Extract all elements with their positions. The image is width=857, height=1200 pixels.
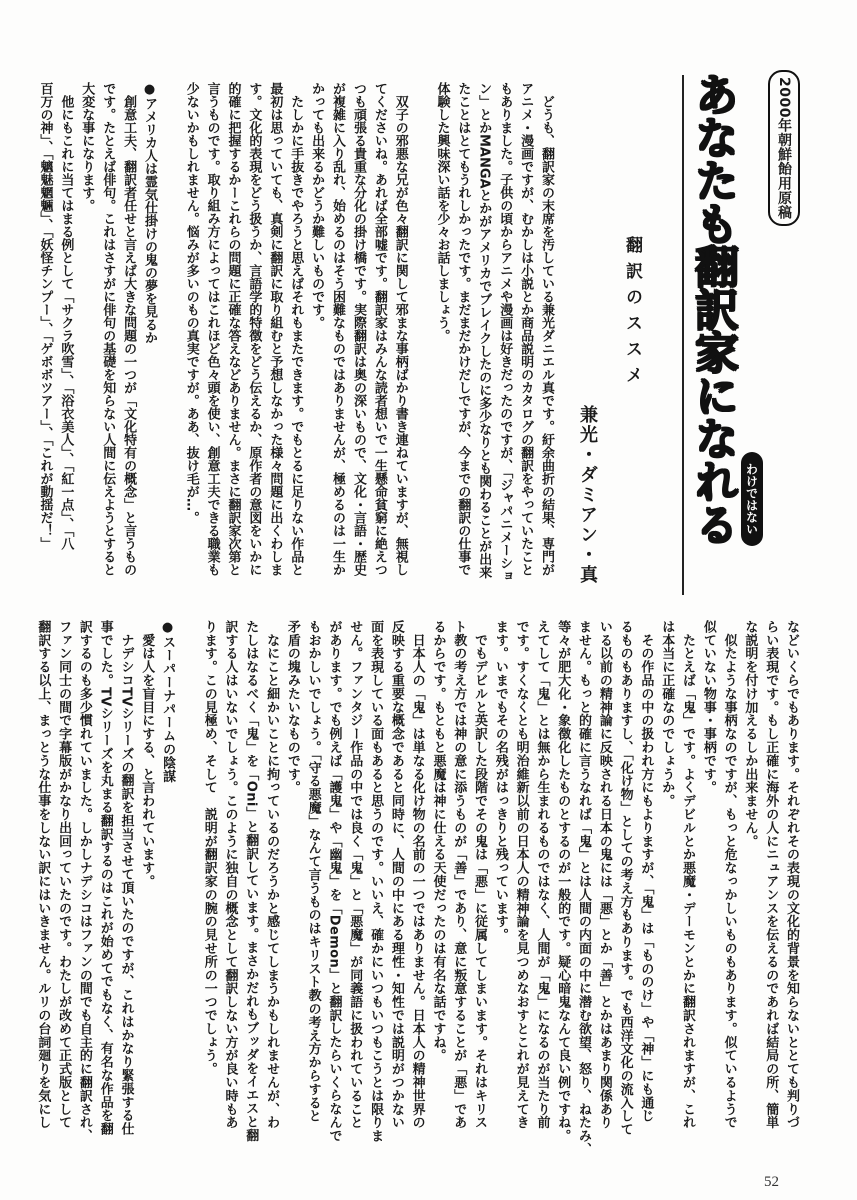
text-column: てくださいね。あれば全部嘘です。翻訳家はみんな読者想いで一生懸命貧窮に絶えつ	[371, 82, 387, 576]
text-column: いる以前の精神論に反映される日本の鬼には「悪」とか「善」とかはあまり関係あり	[596, 620, 612, 1130]
text-column: 体験した興味深い話を少々お話しましょう。	[434, 82, 450, 342]
text-column: 愛は人を盲目にする、と言われています。	[139, 620, 155, 888]
text-column: です。たとえば俳句。これはさすがに俳句の基礎を知らない人間に伝えようとすると	[100, 82, 116, 576]
text-column: などいくらでもあります。それぞれその表現の文化的背景を知らないととても判りづ	[784, 620, 799, 1130]
text-column: ます。いまでもその名残がはっきりと残っています。	[492, 620, 508, 942]
text-column: でもデビルと英訳した段階でその鬼は「悪」に従属してしまいます。それはキリス	[472, 620, 488, 1130]
text-column: 矛盾の塊みたいなものです。	[284, 620, 300, 795]
text-column: かっても出来るかどうか難しいものです。	[309, 82, 325, 329]
text-column: 翻訳する以上、まっとうな仕事をしない訳にはいきません。ルリの台詞廻りを気にし	[35, 620, 51, 1130]
text-column: 大変な事になります。	[79, 82, 95, 212]
text-column: アニメ・漫画ですが、むかしは小説とか商品説明のカタログの翻訳をやっていたこと	[518, 82, 534, 576]
text-column: 最初は思っていても、真剣に翻訳に取り組むと予想しなかった様々問題に出くわしま	[267, 82, 283, 576]
text-column: 面を表現している面もあると思うのです。いいえ、確かにいつもいつもこうとは限りま	[368, 620, 384, 1143]
text-column: もおかしいでしょう。「守る悪魔」なんて言うものはキリスト教の考え方からすると	[305, 620, 321, 1123]
text-column: もありました。子供の頃からアニメや漫画は好きだったのですが、「ジャパニメーショ	[497, 82, 513, 583]
text-column: るものもありますし、「化け物」としての考え方もあります。でも西洋文化の流入して	[617, 620, 633, 1137]
author-name: 兼光・ダミアン・真	[577, 405, 598, 585]
text-column: るからです。もともと悪魔は神に仕える天使だったのは有名な話ですね。	[430, 620, 446, 1063]
header-tag: 2000年朝鮮飴用原稿	[768, 70, 800, 226]
text-column: 少ないかもしれません。悩みが多いのもの真実ですが。ああ、抜け毛が…。	[183, 82, 199, 524]
text-column: ン」とかMANGAとかがアメリカでブレイクしたのに多少なりとも関わることが出来	[476, 82, 492, 579]
text-column: があります。でも例えば「護鬼」や「幽鬼」を「Demon」と翻訳したらいくらなんで	[326, 620, 342, 1143]
text-column: たとえば「鬼」です。よくデビルとか悪魔・デーモンとかに翻訳されますが、これ	[680, 620, 696, 1130]
text-column: その作品の中の扱われ方にもよりますが、「鬼」は「もののけ」や「神」にも通じ	[638, 620, 654, 1123]
text-column: 似たような事柄なのですが、もっと危なっかしいものもあります。似ているようで	[721, 620, 737, 1130]
text-column: 百万の神」、「魑魅魍魎」、「妖怪チンプー」、「ゲボボツアー」、「これが動揺だ！」	[37, 82, 53, 550]
text-column: えてして「鬼」とは無から生まれるものではなく、人間が「鬼」になるのが当たり前	[534, 620, 550, 1130]
text-column: が複雑に入り乱れ、始めるのはそう困難なものではありませんが、極めるのは一生か	[330, 82, 346, 576]
text-column: どうも、翻訳家の末席を汚している兼光ダニエル真です。紆余曲折の結果、専門が	[539, 82, 554, 576]
text-column: な説明を付け加えるしか出来ません。	[742, 620, 758, 848]
text-column: 等々が肥大化・象徴化したものとするのが一般的です。疑心暗鬼なんて良い例ですね。	[555, 620, 571, 1143]
text-column: 他にもこれに当てはまる例として「サクラ吹雪」、「浴衣美人」、「紅一点」、「八	[58, 82, 74, 550]
text-column: ります。この見極め、そして 説明が翻訳家の腕の見せ所の一つでしょう。	[201, 620, 217, 1076]
article-subtitle: 翻訳のススメ	[622, 236, 642, 392]
text-column: は本当に正確なのでしょうか。	[659, 620, 675, 808]
text-column	[410, 82, 431, 612]
text-column: 創意工夫、翻訳者任せと言えば大きな問題の一つが「文化特有の概念」と言うもの	[121, 82, 137, 576]
title-suffix-badge: わけではない	[741, 452, 763, 546]
body-text-bottom	[32, 620, 801, 1165]
text-column: つも頑張る貴重な分化の掛け橋です。実際翻訳は奥の深いもので、文化・言語・歴史	[350, 82, 366, 576]
text-column: ナデシコTVシリーズの翻訳を担当させて頂いたのですが、これはかなり緊張する仕	[118, 620, 134, 1136]
text-column: せん。ファンタジー作品の中では良く「鬼」と「悪魔」が同義語に扱われていること	[347, 620, 363, 1130]
text-column: ません。もっと的確に言うなれば「鬼」とは人間の内面の中に潜む欲望、怒り、ねたみ、	[576, 620, 592, 1156]
text-column: ●アメリカ人は霊気仕掛けの鬼の夢を見るか	[142, 82, 157, 344]
text-column: ファン同士の間で字幕版がかなり出回っていたのです。わたしが改めて正式版として	[56, 620, 72, 1130]
text-column: なにこと細かいことに拘っているのだろうかと感じてしまうかもしれませんが、わ	[264, 620, 280, 1130]
text-column: 訳する人はいないでしょう。このように独自の概念として翻訳しない方が良い時もあ	[222, 620, 238, 1130]
page-number: 52	[764, 1174, 779, 1190]
text-column	[177, 620, 198, 1165]
text-column: 日本人の「鬼」は単なる化け物の名前の一つではありません。日本人の精神世界の	[409, 620, 425, 1130]
text-column: ●スーパーナパームの陰謀	[160, 620, 176, 783]
text-column: 的確に把握するかーこれらの問題に正確な答えなどありません。まさに翻訳家次第と	[225, 82, 241, 576]
title-divider	[682, 75, 684, 595]
article-title: あなたも翻訳家になれる	[687, 72, 738, 545]
text-column: たしはなるべく「鬼」を「Oni」と翻訳しています。まさかだれもブッダをイエスと翻	[243, 620, 259, 1142]
text-column: たことはとてもうれしかったです。まだまだかけだしですが、今までの翻訳の仕事で	[455, 82, 471, 576]
text-column: 事でした。TVシリーズを丸まる翻訳するのはこれが始めてでもなく、有名な作品を翻	[97, 620, 113, 1136]
text-column: です。すくなくとも明治維新以前の日本人の精神論を見つめなおすとこれが見えてき	[513, 620, 529, 1130]
text-column: らい表現です。もし正確に海外の人にニュアンスを伝えるのであれば結局の所、簡単	[763, 620, 779, 1130]
body-text-top	[34, 82, 556, 612]
text-column	[159, 82, 180, 612]
text-column: す。文化的表現をどう扱うか、言語学的特徴をどう伝えるか、原作者の意図をいかに	[246, 82, 262, 576]
text-column: 似ていない物事・事柄です。	[700, 620, 716, 795]
text-column: 言うものです。取り組み方によってはこれほど色々頭を使い、創意工夫できる職業も	[204, 82, 220, 576]
text-column: 反映する重要な概念であると同時に、人間の中にある理性・知性では説明がつかない	[388, 620, 404, 1130]
text-column: たしかに手抜きでやろうと思えばそれもまたできます。でもとるに足りない作品と	[288, 82, 304, 576]
text-column: ト教の考え方では神の意に添うものが「善」であり、意に叛意することが「悪」であ	[451, 620, 467, 1130]
text-column: 訳するのも多少慣れていました。しかしナデシコはファンの間でも自主的に翻訳され、	[76, 620, 92, 1143]
text-column: 双子の邪悪な兄が色々翻訳に関して邪まな事柄ばかり書き連ねていますが、無視し	[392, 82, 408, 576]
